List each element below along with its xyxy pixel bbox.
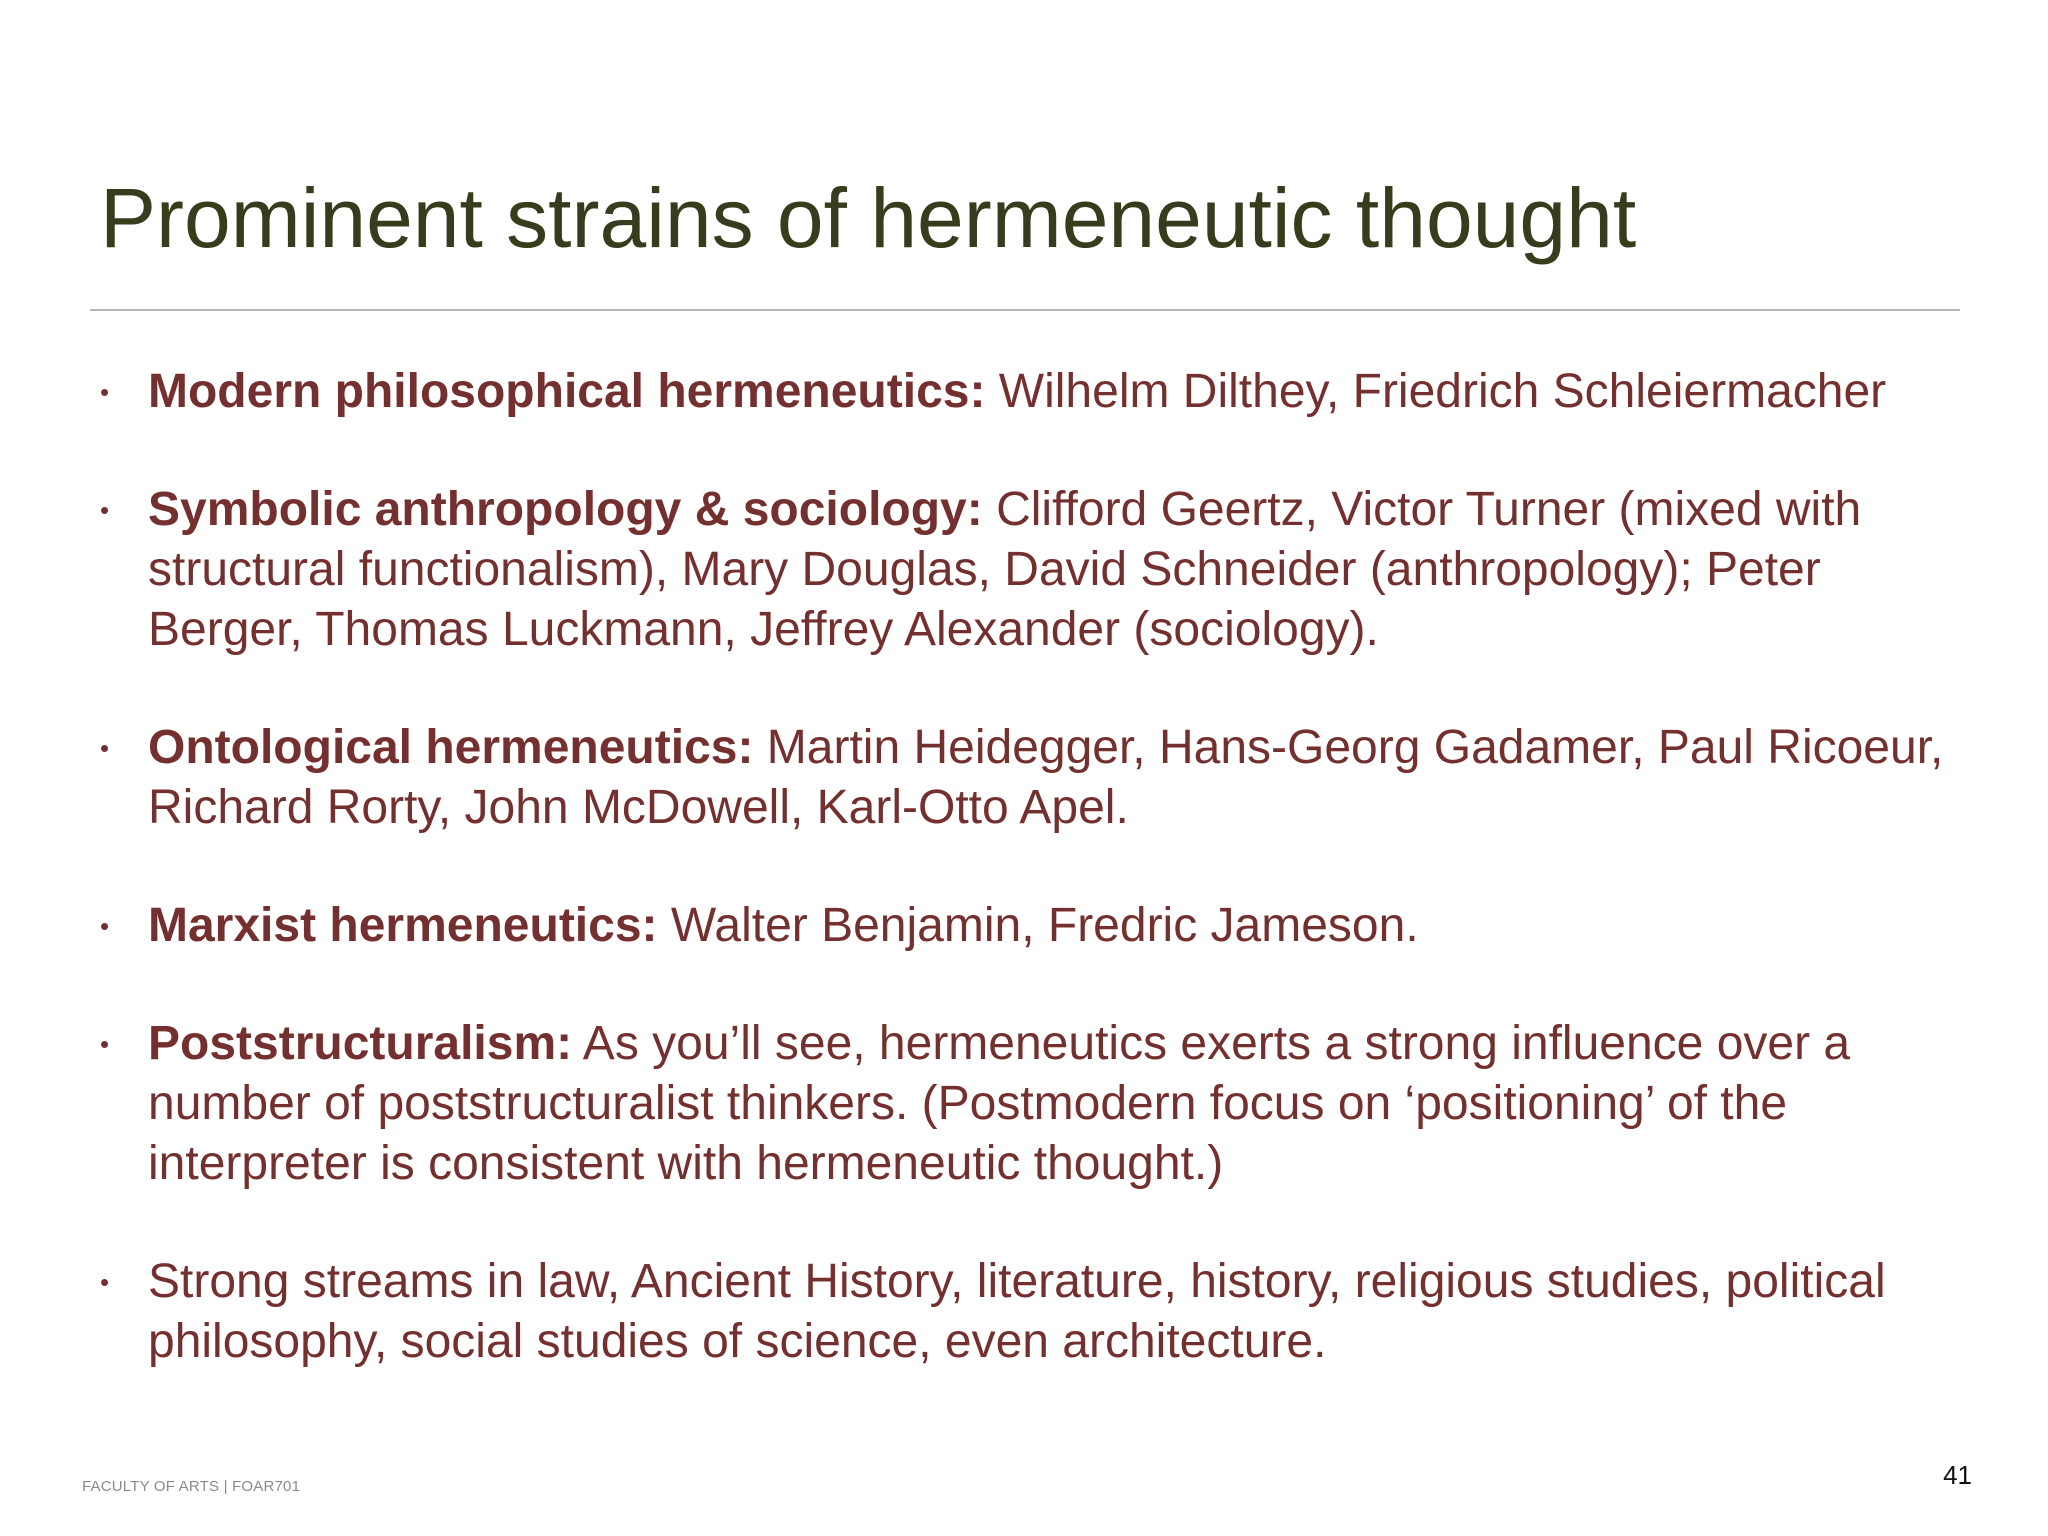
page-number: 41 — [1943, 1460, 1972, 1490]
bullet-text — [148, 1014, 1980, 1194]
bullet-term: Ontological hermeneutics: — [148, 721, 754, 774]
bullet-dot-icon: • — [100, 495, 110, 525]
bullet-list — [100, 362, 1980, 1430]
bullet-text — [148, 362, 1980, 422]
bullet-term: Marxist hermeneutics: — [148, 899, 658, 952]
bullet-dot-icon: • — [100, 377, 110, 407]
bullet-dot-icon: • — [100, 1029, 110, 1059]
bullet-term: Symbolic anthropology & sociology: — [148, 483, 983, 536]
bullet-description: Martin Heidegger, Hans-Georg Gadamer, Paul Ricoeur, Richard Rorty, John McDowell, Karl-Otto Apel. — [148, 721, 1944, 834]
bullet-text — [148, 896, 1980, 956]
bullet-text — [148, 718, 1980, 838]
bullet-item — [100, 362, 1980, 422]
bullet-text — [148, 1252, 1980, 1372]
slide-footer: FACULTY OF ARTS | FOAR701 — [82, 1478, 301, 1495]
bullet-dot-icon: • — [100, 733, 110, 763]
bullet-item — [100, 1014, 1980, 1194]
bullet-description: Strong streams in law, Ancient History, literature, history, religious studies, political philosophy, social studies of science, even architecture. — [148, 1255, 1886, 1368]
bullet-item — [100, 718, 1980, 838]
bullet-description: Wilhelm Dilthey, Friedrich Schleiermacher — [985, 365, 1887, 418]
title-divider — [90, 309, 1960, 311]
bullet-description: Clifford Geertz, Victor Turner (mixed with structural functionalism), Mary Douglas, David Schneider (anthropology); Peter Berger, Thomas Luckmann, Jeffrey Alexander (sociology). — [148, 483, 1862, 656]
bullet-description: Walter Benjamin, Fredric Jameson. — [657, 899, 1419, 952]
slide-title: Prominent strains of hermeneutic thought — [100, 171, 1637, 265]
bullet-term: Modern philosophical hermeneutics: — [148, 365, 986, 418]
bullet-description: As you’ll see, hermeneutics exerts a strong influence over a number of poststructuralist thinkers. (Postmodern focus on ‘positioning’ of the interpreter is consistent with hermeneutic thought.) — [148, 1017, 1851, 1190]
bullet-item — [100, 1252, 1980, 1372]
bullet-dot-icon: • — [100, 911, 110, 941]
bullet-item — [100, 480, 1980, 660]
bullet-item — [100, 896, 1980, 956]
bullet-term: Poststructuralism: — [148, 1017, 573, 1070]
bullet-text — [148, 480, 1980, 660]
bullet-dot-icon: • — [100, 1267, 110, 1297]
